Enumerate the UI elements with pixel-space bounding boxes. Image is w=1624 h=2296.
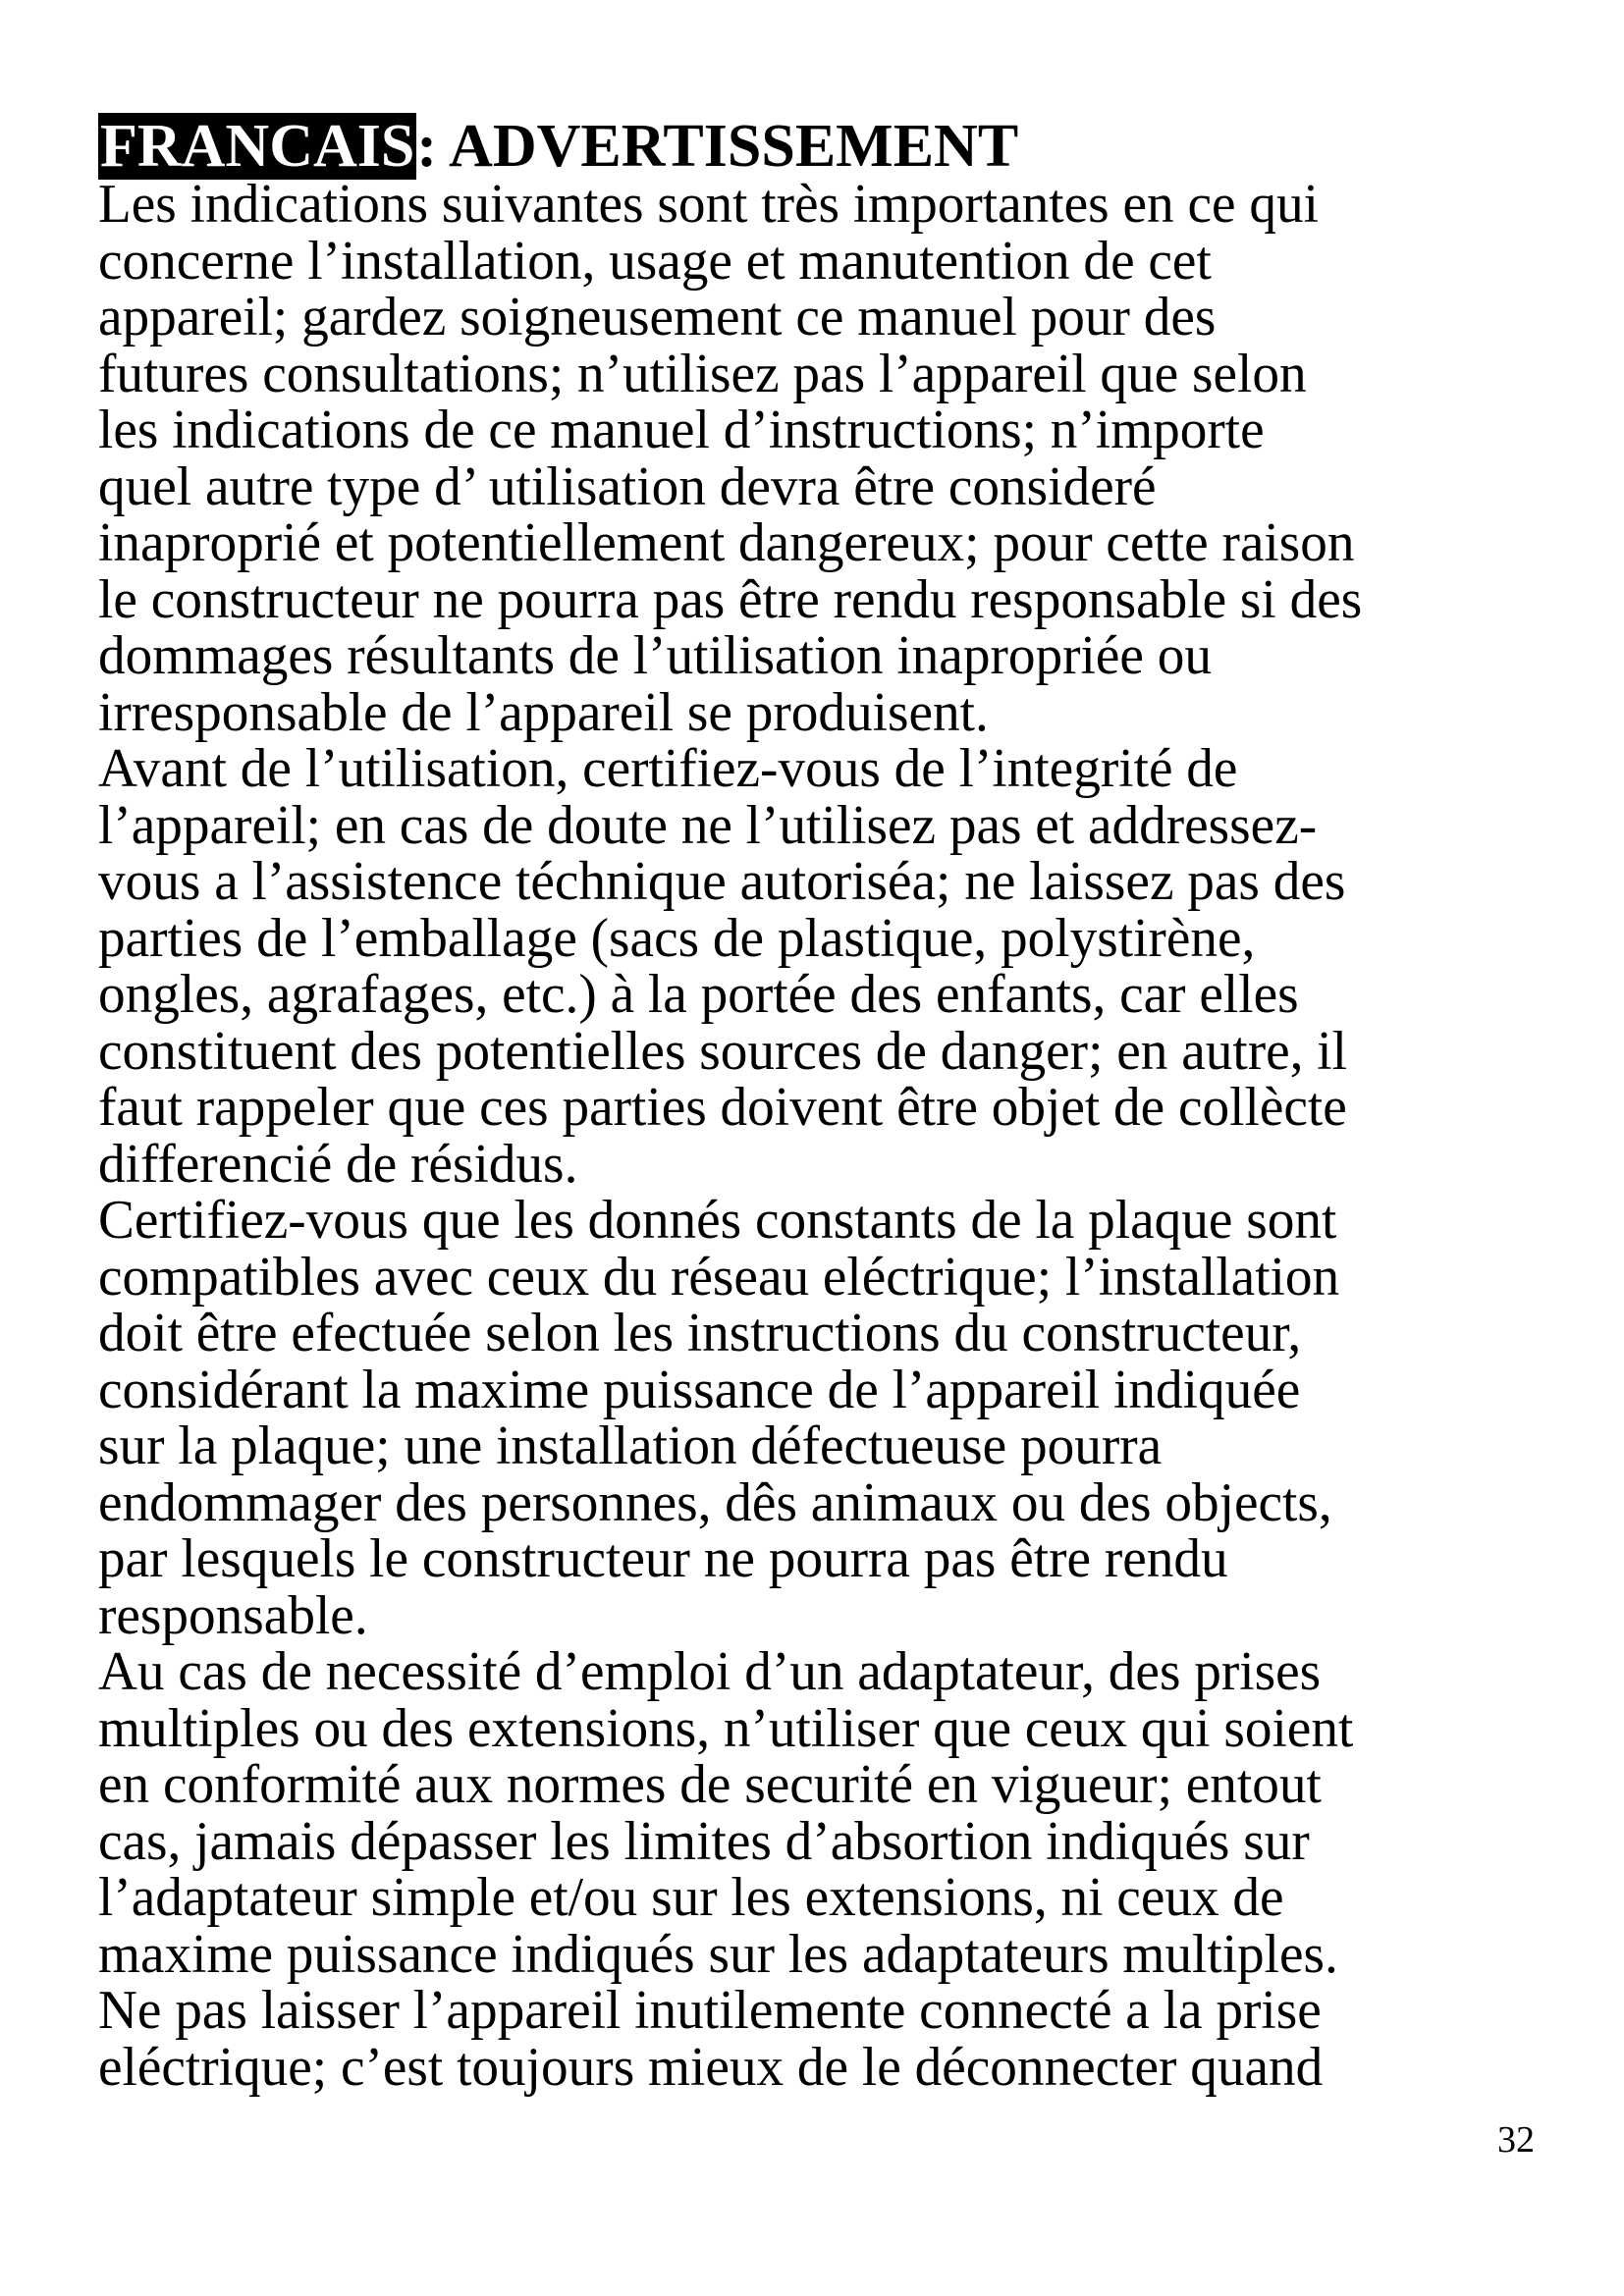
text-line: compatibles avec ceux du réseau eléctrique; l’installation <box>98 1246 1340 1308</box>
heading-title: ADVERTISSEMENT <box>449 113 1019 180</box>
text-line: Certifiez-vous que les donnés constants de la plaque sont <box>98 1190 1337 1251</box>
text-line: cas, jamais dépasser les limites d’absortion indiqués sur <box>98 1810 1310 1872</box>
text-line: responsable. <box>98 1584 368 1646</box>
text-line: constituent des potentielles sources de danger; en autre, il <box>98 1020 1347 1082</box>
heading-separator: : <box>416 113 438 180</box>
text-line: considérant la maxime puissance de l’appareil indiquée <box>98 1359 1301 1420</box>
body-text <box>98 174 1571 2098</box>
text-line: quel autre type d’ utilisation devra être consideré <box>98 455 1157 517</box>
text-line: differencié de résidus. <box>98 1133 578 1195</box>
text-line: futures consultations; n’utilisez pas l’appareil que selon <box>98 343 1307 404</box>
text-line: l’adaptateur simple et/ou sur les extensions, ni ceux de <box>98 1867 1284 1928</box>
text-line: l’appareil; en cas de doute ne l’utilisez pas et addressez- <box>98 794 1318 856</box>
page-number: 32 <box>1497 2119 1535 2161</box>
text-line: appareil; gardez soigneusement ce manuel pour des <box>98 287 1217 347</box>
text-line: eléctrique; c’est toujours mieux de le déconnecter quand <box>98 2036 1324 2098</box>
text-line: sur la plaque; une installation défectueuse pourra <box>98 1415 1163 1476</box>
text-line: ongles, agrafages, etc.) à la portée des enfants, car elles <box>98 964 1299 1025</box>
text-line: maxime puissance indiqués sur les adaptateurs multiples. <box>98 1923 1338 1985</box>
text-line: endommager des personnes, dês animaux ou des objects, <box>98 1471 1332 1533</box>
text-line: les indications de ce manuel d’instructions; n’importe <box>98 400 1265 460</box>
text-line: le constructeur ne pourra pas être rendu responsable si des <box>98 568 1363 630</box>
text-line: Les indications suivantes sont très importantes en ce qui <box>98 174 1319 235</box>
text-line: parties de l’emballage (sacs de plastique, polystirène, <box>98 907 1256 969</box>
text-line: irresponsable de l’appareil se produisent. <box>98 681 989 743</box>
text-line: dommages résultants de l’utilisation inapropriée ou <box>98 625 1212 686</box>
section-heading <box>98 113 1571 180</box>
text-line: doit être efectuée selon les instructions du constructeur, <box>98 1303 1302 1363</box>
text-line: Au cas de necessité d’emploi d’un adaptateur, des prises <box>98 1641 1322 1702</box>
text-line: en conformité aux normes de securité en vigueur; entout <box>98 1754 1322 1815</box>
text-line: Ne pas laisser l’appareil inutilemente connecté a la prise <box>98 1980 1322 2041</box>
document-page <box>98 113 1571 2098</box>
text-line: vous a l’assistence téchnique autoriséa; ne laissez pas des <box>98 851 1346 912</box>
text-line: par lesquels le constructeur ne pourra pas être rendu <box>98 1528 1228 1589</box>
text-line: multiples ou des extensions, n’utiliser que ceux qui soient <box>98 1697 1354 1759</box>
text-line: faut rappeler que ces parties doivent être objet de collècte <box>98 1077 1347 1138</box>
language-label: FRANCAIS <box>100 113 415 180</box>
text-line: Avant de l’utilisation, certifiez-vous de l’integrité de <box>98 738 1238 799</box>
text-line: concerne l’installation, usage et manutention de cet <box>98 230 1212 292</box>
text-line: inaproprié et potentiellement dangereux; pour cette raison <box>98 512 1355 573</box>
